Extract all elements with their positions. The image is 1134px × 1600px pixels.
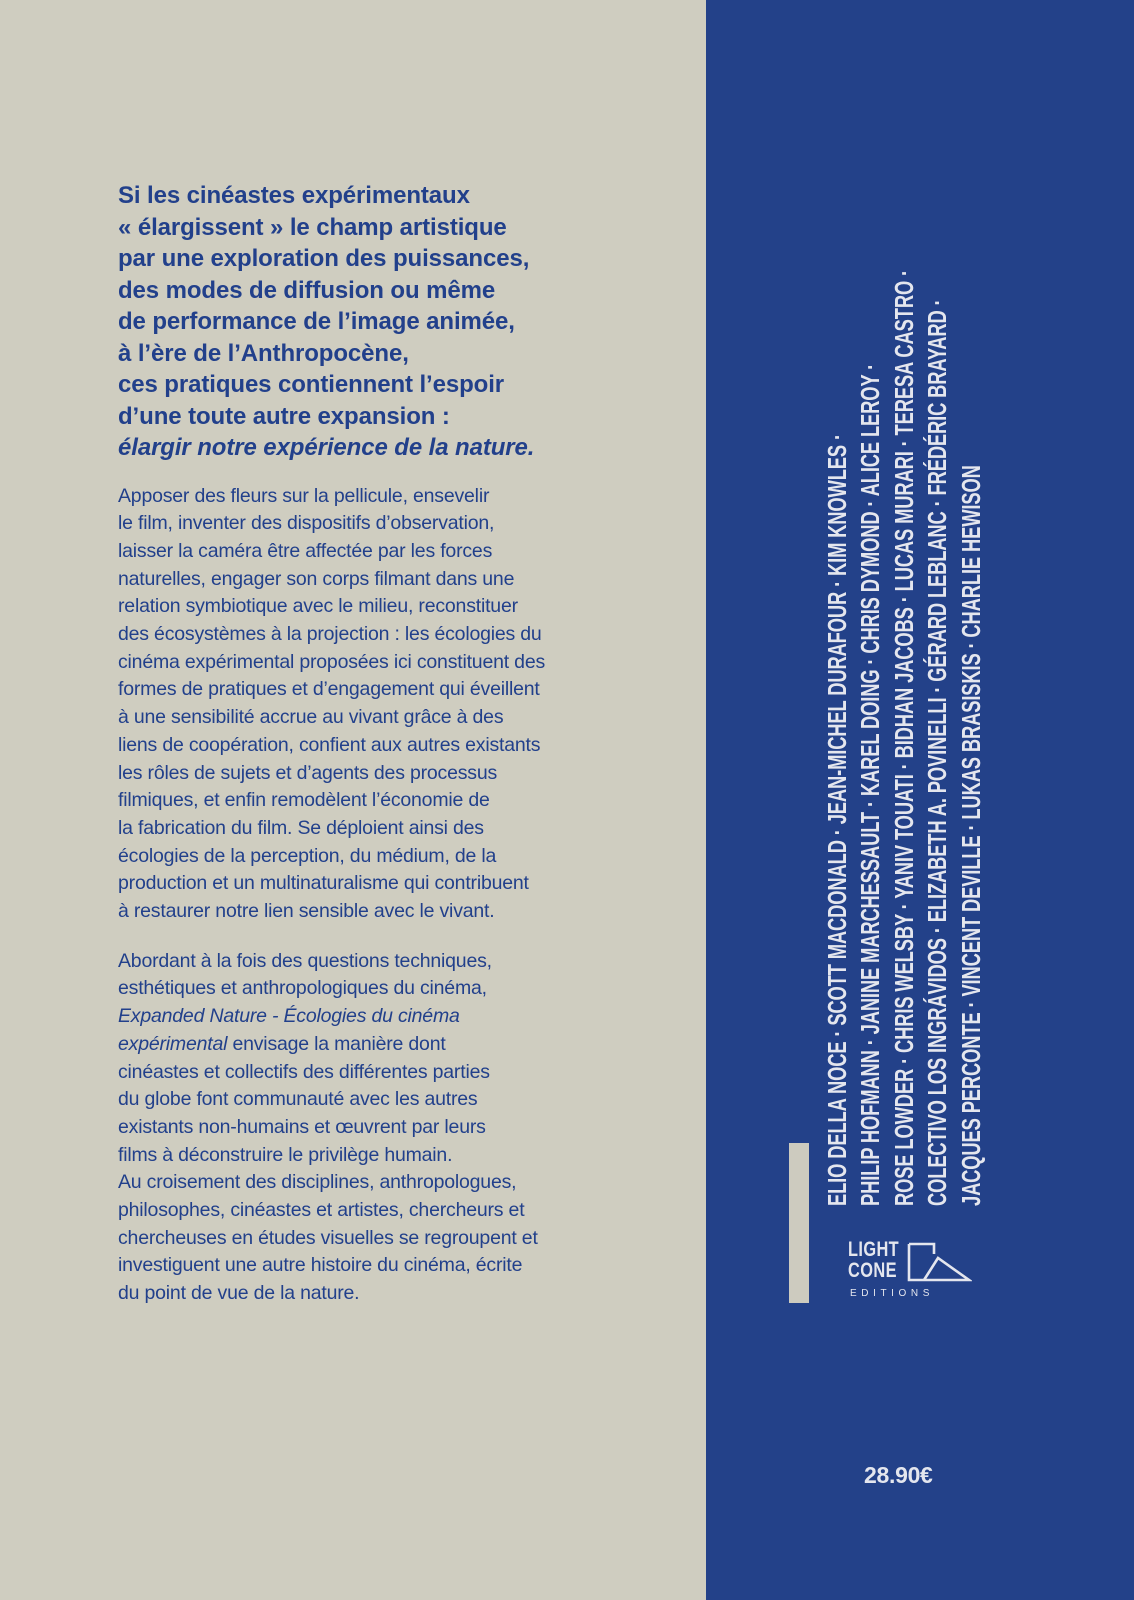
paragraph-2 [118, 948, 658, 1308]
paragraph-line: liens de coopération, confient aux autres existants [118, 733, 541, 756]
intro-line: par une exploration des puissances, [118, 245, 530, 272]
paragraph-line: à une sensibilité accrue au vivant grâce à des [118, 706, 504, 729]
paragraph-line-rest: envisage la manière dont [227, 1032, 446, 1055]
paragraph-line: relation symbiotique avec le milieu, reconstituer [118, 595, 518, 618]
paragraph-line: investiguent une autre histoire du cinéma, écrite [118, 1254, 523, 1277]
paragraph-line: les rôles de sujets et d’agents des processus [118, 761, 498, 784]
paragraph-line: films à déconstruire le privilège humain. [118, 1143, 453, 1166]
paragraph-line: cinéma expérimental proposées ici constituent des [118, 650, 546, 673]
paragraph-line: du globe font communauté avec les autres [118, 1088, 478, 1111]
blurb-column [118, 180, 658, 1308]
spine-bar [789, 1143, 809, 1303]
paragraph-line: le film, inventer des dispositifs d’observation, [118, 512, 495, 535]
intro-paragraph [118, 180, 658, 464]
intro-line: « élargissent » le champ artistique [118, 213, 507, 241]
price-label: 28.90€ [864, 1462, 933, 1488]
intro-line: Si les cinéastes expérimentaux [118, 182, 470, 209]
intro-line: d’une toute autre expansion : [118, 402, 450, 430]
intro-line: de performance de l’image animée, [118, 308, 515, 335]
contributors-list [822, 206, 986, 1206]
intro-line: ces pratiques contiennent l’espoir [118, 371, 505, 398]
paragraph-line: Abordant à la fois des questions techniques, [118, 949, 492, 972]
paragraph-line: Au croisement des disciplines, anthropologues, [118, 1171, 517, 1194]
intro-line: des modes de diffusion ou même [118, 276, 496, 304]
paragraph-line: des écosystèmes à la projection : les écologies du [118, 623, 542, 646]
contributors-line: JACQUES PERCONTE · VINCENT DEVILLE · LUKAS BRASISKIS · CHARLIE HEWISON [957, 465, 986, 1206]
paragraph-line: existants non-humains et œuvrent par leurs [118, 1115, 486, 1138]
paragraph-line: philosophes, cinéastes et artistes, chercheurs et [118, 1199, 525, 1222]
intro-emphasis-line: élargir notre expérience de la nature. [118, 434, 535, 461]
paragraph-line: laisser la caméra être affectée par les forces [118, 539, 493, 562]
logo-word-cone: CONE [848, 1259, 897, 1282]
paragraph-line: du point de vue de la nature. [118, 1282, 360, 1305]
paragraph-line: écologies de la perception, du médium, de la [118, 844, 497, 867]
contributors-line: ROSE LOWDER · CHRIS WELSBY · YANIV TOUATI · BIDHAN JACOBS · LUCAS MURARI · TERESA CASTRO · [890, 269, 919, 1206]
book-title-line: Expanded Nature - Écologies du cinéma [118, 1005, 460, 1028]
contributors-line: PHILIP HOFMANN · JANINE MARCHESSAULT · KAREL DOING · CHRIS DYMOND · ALICE LEROY · [857, 363, 886, 1206]
paragraph-line: esthétiques et anthropologiques du cinéma, [118, 977, 487, 1000]
paragraph-line: naturelles, engager son corps filmant dans une [118, 567, 515, 590]
paragraph-line [118, 1031, 658, 1059]
paragraph-1 [118, 483, 658, 926]
paragraph-line: formes de pratiques et d’engagement qui éveillent [118, 678, 540, 701]
paragraph-line: à restaurer notre lien sensible avec le vivant. [118, 900, 495, 923]
paragraph-line: Apposer des fleurs sur la pellicule, ensevelir [118, 484, 490, 507]
contributors-line: COLECTIVO LOS INGRÁVIDOS · ELIZABETH A. POVINELLI · GÉRARD LEBLANC · FRÉDÉRIC BRAYARD · [924, 299, 953, 1206]
light-cone-icon [906, 1240, 972, 1284]
paragraph-line: la fabrication du film. Se déploient ainsi des [118, 816, 484, 839]
logo-word-light: LIGHT [848, 1238, 900, 1261]
book-title-end: expérimental [118, 1032, 228, 1055]
paragraph-line: filmiques, et enfin remodèlent l’économie de [118, 789, 490, 812]
logo-word-editions: EDITIONS [850, 1288, 935, 1299]
paragraph-line: chercheuses en études visuelles se regroupent et [118, 1226, 538, 1249]
paragraph-line: cinéastes et collectifs des différentes parties [118, 1060, 490, 1083]
contributors-line: ELIO DELLA NOCE · SCOTT MACDONALD · JEAN-MICHEL DURAFOUR · KIM KNOWLES · [824, 434, 852, 1206]
publisher-logo [840, 1234, 990, 1304]
paragraph-line: production et un multinaturalisme qui contribuent [118, 872, 529, 895]
intro-line: à l’ère de l’Anthropocène, [118, 339, 409, 367]
